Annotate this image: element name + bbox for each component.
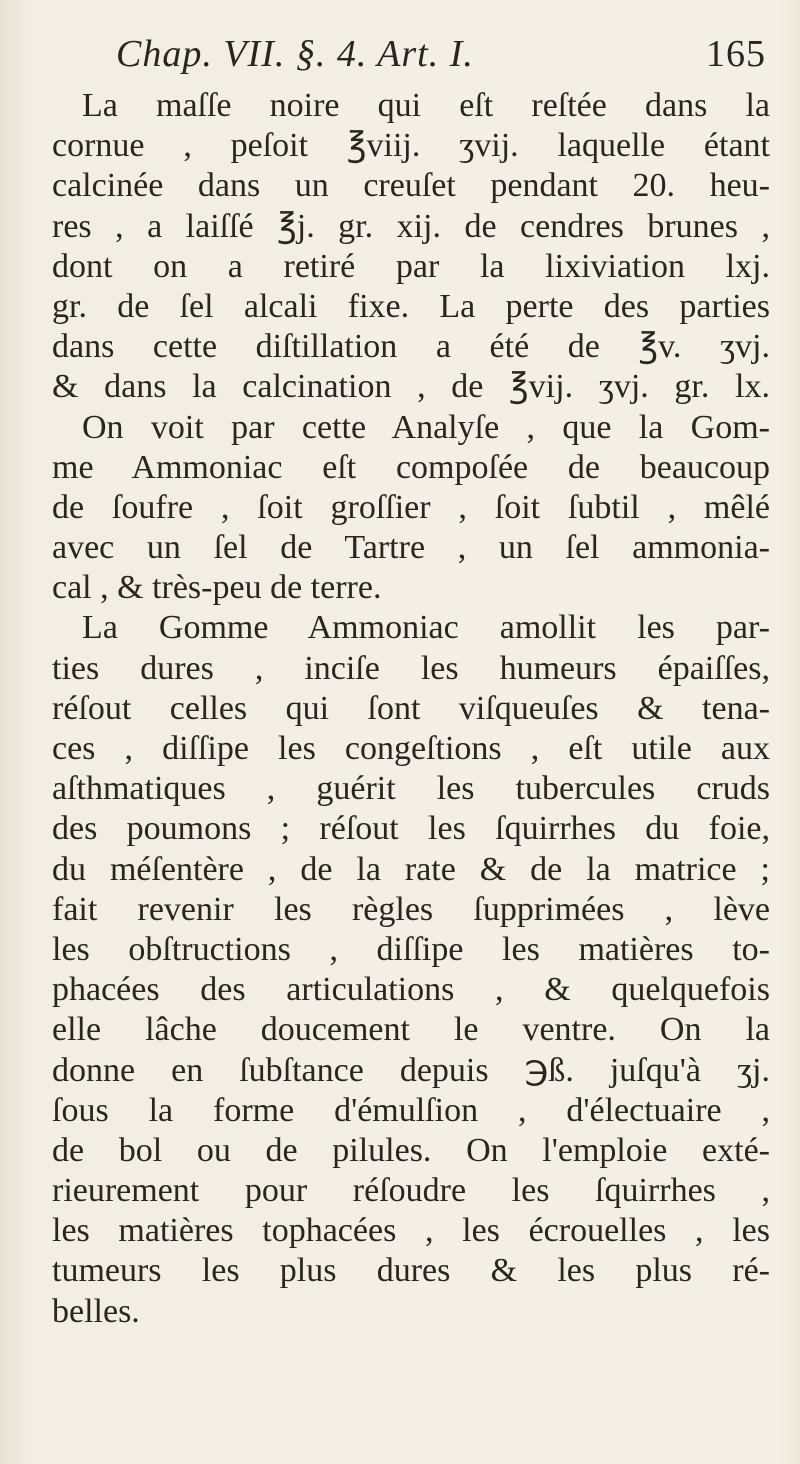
body-text: [52, 86, 770, 1332]
text-line: ſous la forme d'émulſion , d'électuaire ,: [52, 1091, 770, 1129]
text-line: phacées des articulations , & quelquefois: [52, 971, 770, 1009]
running-header: [116, 32, 766, 82]
text-line: tumeurs les plus dures & les plus ré-: [52, 1252, 770, 1290]
text-line: réſout celles qui ſont viſqueuſes & tena-: [52, 689, 770, 727]
text-line: de ſoufre , ſoit groſſier , ſoit ſubtil , mêlé: [52, 488, 770, 526]
chapter-heading: Chap. VII. §. 4. Art. I.: [116, 33, 474, 75]
text-line: les obſtructions , diſſipe les matières to-: [52, 930, 770, 968]
text-line: gr. de ſel alcali fixe. La perte des parties: [52, 287, 770, 325]
text-line: rieurement pour réſoudre les ſquirrhes ,: [52, 1172, 770, 1210]
text-line: du méſentère , de la rate & de la matrice ;: [52, 850, 770, 888]
text-line: res , a laiſſé ℥j. gr. xij. de cendres brunes ,: [52, 207, 770, 245]
text-line: La maſſe noire qui eſt reſtée dans la: [82, 87, 770, 124]
text-line: cornue , peſoit ℥viij. ʒvij. laquelle étant: [52, 127, 770, 165]
text-line: ces , diſſipe les congeſtions , eſt utile aux: [52, 730, 770, 767]
text-line: avec un ſel de Tartre , un ſel ammonia-: [52, 529, 770, 567]
text-line: dans cette diſtillation a été de ℥v. ʒvj.: [52, 328, 770, 366]
text-line: & dans la calcination , de ℥vij. ʒvj. gr. lx.: [52, 368, 770, 406]
text-line: me Ammoniac eſt compoſée de beaucoup: [52, 448, 770, 486]
text-line: ties dures , inciſe les humeurs épaiſſes,: [52, 649, 770, 687]
text-line: cal , & très-peu de terre.: [52, 569, 382, 607]
text-line: fait revenir les règles ſupprimées , lève: [52, 890, 770, 928]
text-line: belles.: [52, 1292, 140, 1330]
text-line: de bol ou de pilules. On l'emploie exté-: [52, 1131, 770, 1169]
text-line: dont on a retiré par la lixiviation lxj.: [52, 247, 770, 285]
text-line: des poumons ; réſout les ſquirrhes du foie,: [52, 810, 770, 848]
text-line: aſthmatiques , guérit les tubercules cruds: [52, 770, 770, 808]
text-line: elle lâche doucement le ventre. On la: [52, 1011, 770, 1049]
page-number: 165: [706, 33, 766, 75]
text-line: donne en ſubſtance depuis ℈ß. juſqu'à ʒj.: [52, 1051, 770, 1089]
text-line: calcinée dans un creuſet pendant 20. heu-: [52, 167, 770, 205]
text-line: On voit par cette Analyſe , que la Gom-: [82, 408, 770, 446]
text-line: les matières tophacées , les écrouelles , les: [52, 1212, 770, 1250]
text-line: La Gomme Ammoniac amollit les par-: [82, 609, 770, 647]
